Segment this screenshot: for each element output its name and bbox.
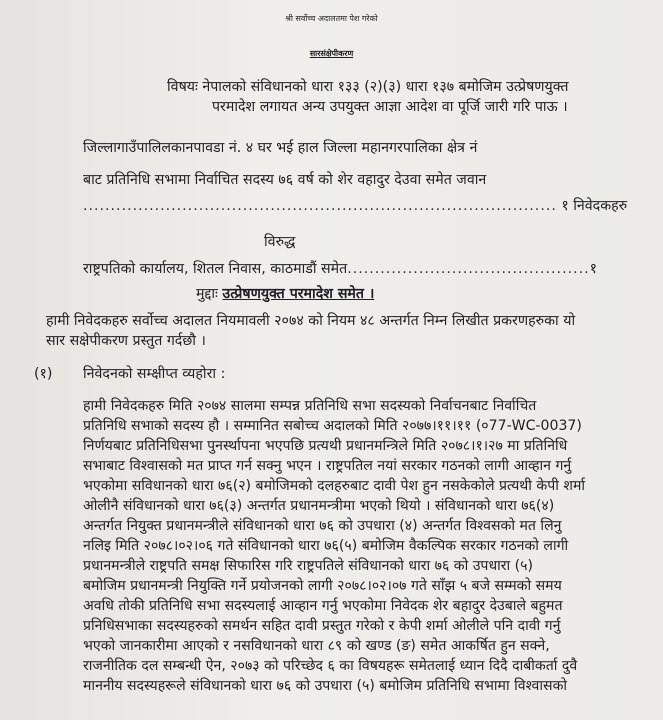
paragraph-line: अन्तर्गत नियुक्त प्रधानमन्त्रीले संविधानको धारा ७६ को उपधारा (४) अन्तर्गत विश्वसको मत लिनु: [83, 518, 562, 534]
court-heading: श्री सर्वोच्च अदालतमा पेश गरेको: [285, 14, 378, 23]
section-number: (१): [34, 366, 53, 382]
paragraph-line: अवधि तोकी प्रतिनिधि सभा सदस्यलाई आव्हान गर्नु भएकोमा निवेदक शेर बहादुर देउबाले बहुमत: [83, 598, 563, 614]
subject-label: विषयः: [167, 79, 198, 95]
matter-text: उत्प्रेषणयुक्त परमादेश समेत ।: [222, 286, 375, 302]
matter-line: [196, 284, 374, 304]
respondent-suffix: १: [589, 261, 598, 277]
subject-line-1: [167, 77, 568, 97]
paragraph-line: निर्णयबाट प्रतिनिधिसभा पुनर्स्थापना भएपछि प्रत्यथी प्रधानमन्त्रिले मिति २०७८।१।२७ मा प्रतिनिधि: [83, 438, 568, 454]
paragraph-line: ओलीनै संविधानको धारा ७६(३) अन्तर्गत प्रधानमन्त्रीमा भएको थियो । संविधानको धारा ७६(४): [83, 498, 555, 514]
petitioner-dots: ......................................................................................: [83, 198, 557, 214]
petitioner-line-1: जिल्लागाउँपालिलकानपावडा नं. ४ घर भई हाल जिल्ला महानगरपालिका क्षेत्र नं: [83, 140, 478, 156]
petitioner-line-2: बाट प्रतिनिधि सभामा निर्वाचित सदस्य ७६ वर्ष को शेर वहादुर देउवा समेत जवान: [83, 172, 487, 188]
respondent-line: [83, 259, 597, 279]
matter-label: मुद्दाः: [196, 286, 218, 302]
paragraph-line: राजनीतिक दल सम्बन्धी ऐन, २०७३ को परिच्छेद ६ का विषयहरू समेतलाई ध्यान दिदै दाबीकर्ता दुवै: [83, 658, 578, 674]
paragraph-line: हामी निवेदकहरु मिति २०७४ सालमा सम्पन्न प्रतिनिधि सभा सदस्यको निर्वाचनबाट निर्वाचित: [83, 398, 537, 414]
subject-text-1: नेपालको संविधानको धारा १३३ (२)(३) धारा १३७ बमोजिम उत्प्रेषणयुक्त: [202, 79, 569, 95]
paragraph-line: नलिइ मिति २०७८।०२।०६ गते संविधानको धारा ७६(५) बमोजिम वैकल्पिक सरकार गठनको लागी: [83, 538, 569, 554]
paragraph-line: प्रतिनिधि सभाको सदस्य हौ । सम्मानित सबोच्च अदालको मिति २०७७।११।११ (०77-WC-0037): [83, 418, 582, 434]
paragraph-line: प्रधानमन्त्रीले राष्ट्रपति समक्ष सिफारिस गरि राष्ट्रपतिले संविधानको धारा ७६ को उपधारा (५): [83, 558, 533, 574]
intro-line-2: सार सक्षेपीकरण प्रस्तुत गर्दछौ ।: [46, 333, 206, 349]
paragraph-line: भएकोमा सविधानको धारा ७६(२) बमोजिमको दलहरुबाट दावी पेश हुन नसकेकोले प्रत्यथी केपी शर्मा: [83, 478, 586, 494]
document-title: सारसंक्षेपीकरण: [309, 49, 354, 58]
paragraph-line: बमोजिम प्रधानमन्त्री नियुक्ति गर्ने प्रयोजनको लागी २०७८।०२।०७ गते साँझ ५ बजे सम्मको समय: [83, 578, 562, 594]
petitioner-line-3: [83, 196, 627, 216]
respondent-text: राष्ट्रपतिको कार्यालय, शितल निवास, काठमाडौं समेत: [83, 261, 348, 277]
paragraph-line: माननीय सदस्यहरूले संविधानको धारा ७६ को उपधारा (५) बमोजिम प्रतिनिधि सभामा विश्वासको: [83, 678, 568, 694]
paragraph-line: भएको जानकारीमा आएको र नसविधानको धारा ८९ को खण्ड (ङ) समेत आकर्षित हुन सक्ने,: [83, 638, 550, 654]
paragraph-line: प्रनिधिसभाका सदस्यहरुको समर्थन सहित दावी प्रस्तुत गरेको र केपी शर्मा ओलीले पनि दावी गर्नु: [83, 618, 561, 634]
subject-line-2: परमादेश लगायत अन्य उपयुक्त आज्ञा आदेश वा पूर्जि जारी गरि पाऊ ।: [212, 99, 568, 115]
section-heading: निवेदनको सम्क्षीप्त व्यहोरा :: [83, 366, 226, 382]
paragraph-line: सभाबाट विश्वासको मत प्राप्त गर्न सक्नु भएन । राष्ट्रपतिल नयां सरकार गठनको लागी आव्हान गर्नु: [83, 458, 572, 474]
versus-label: विरुद्ध: [264, 234, 296, 250]
respondent-dots: ............................................: [347, 261, 590, 277]
intro-line-1: हामी निवेदकहरु सर्वोच्च अदालत नियमावली २०७४ को नियम ४८ अन्तर्गत निम्न लिखीत प्रकरणहरुका यो: [46, 313, 576, 329]
petitioner-suffix: १ निवेदकहरु: [561, 198, 628, 214]
